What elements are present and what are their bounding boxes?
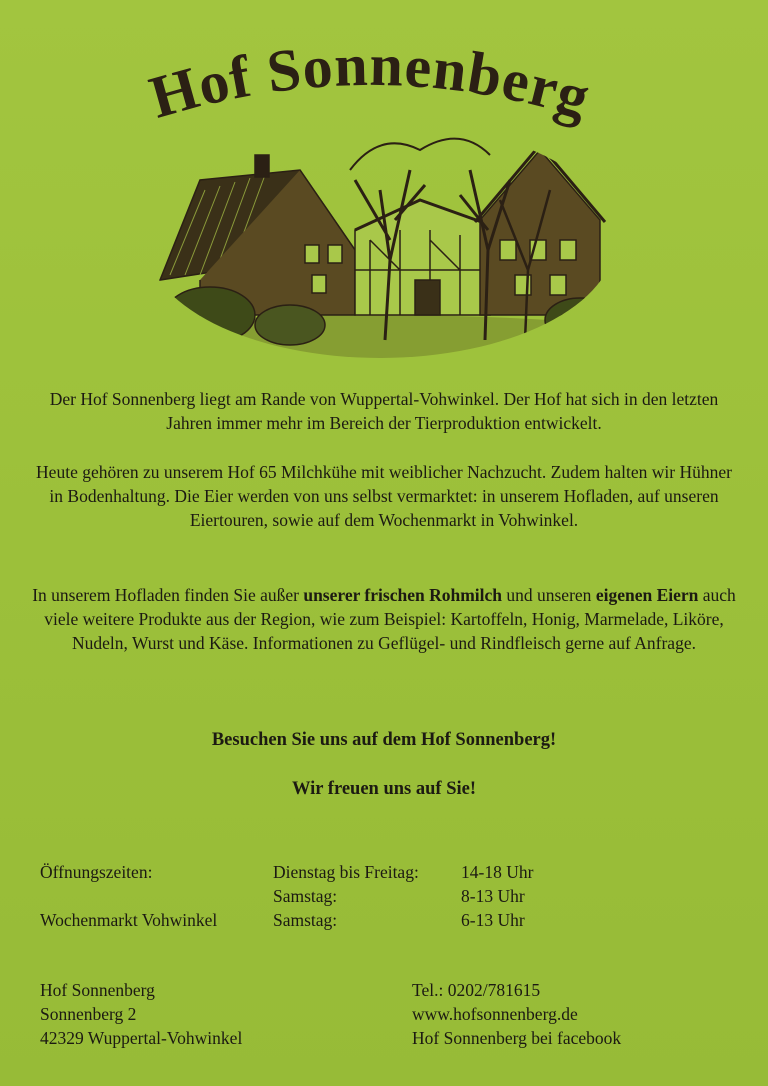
visit-invitation: Besuchen Sie uns auf dem Hof Sonnenberg! (211, 730, 557, 750)
address-name: Hof Sonnenberg (40, 980, 155, 1000)
postal-address (40, 978, 242, 1050)
market-day: Samstag: (273, 910, 338, 930)
address-street: Sonnenberg 2 (40, 1004, 137, 1024)
eggs-highlight: eigenen Eiern (595, 585, 699, 605)
address-city: 42329 Wuppertal-Vohwinkel (40, 1028, 243, 1048)
hours-label: Öffnungszeiten: (40, 862, 153, 882)
shop-text-c: und unseren (502, 585, 596, 605)
shop-paragraph (30, 583, 738, 655)
market-label: Wochenmarkt Vohwinkel (40, 910, 218, 930)
hours-time: 14-18 Uhr (461, 862, 534, 882)
farmhouse-illustration (140, 110, 620, 360)
website-link: www.hofsonnenberg.de (412, 1004, 578, 1024)
hours-time: 8-13 Uhr (461, 886, 525, 906)
shop-text-a: In unserem Hofladen finden Sie außer (32, 585, 304, 605)
intro-paragraph-1: Der Hof Sonnenberg liegt am Rande von Wuppertal-Vohwinkel. Der Hof hat sich in den letzten Jahren immer mehr im Bereich der Tierproduktion entwickelt. (49, 389, 719, 433)
hours-day: Dienstag bis Freitag: (273, 862, 419, 882)
farm-title: Hof Sonnenberg (142, 40, 598, 131)
intro-paragraph-2: Heute gehören zu unserem Hof 65 Milchkühe mit weiblicher Nachzucht. Zudem halten wir Hühner in Bodenhaltung. Die Eier werden von uns selbst vermarktet: in unserem Hofladen, auf unseren Eiertouren, sowie auf dem Wochenmarkt in Vohwinkel. (36, 462, 732, 530)
raw-milk-highlight: unserer frischen Rohmilch (303, 585, 502, 605)
market-time: 6-13 Uhr (461, 910, 525, 930)
phone-number: Tel.: 0202/781615 (412, 980, 541, 1000)
hours-day: Samstag: (273, 886, 338, 906)
contact-info (412, 978, 621, 1050)
shop-text-e: auch viele weitere Produkte aus der Region, wie zum Beispiel: Kartoffeln, Honig, Marmelade, Liköre, Nudeln, Wurst und Käse. Informationen zu Geflügel- und Rindfleisch gerne auf Anfrage. (44, 585, 736, 653)
welcome-line: Wir freuen uns auf Sie! (292, 779, 476, 799)
facebook-reference: Hof Sonnenberg bei facebook (412, 1028, 622, 1048)
